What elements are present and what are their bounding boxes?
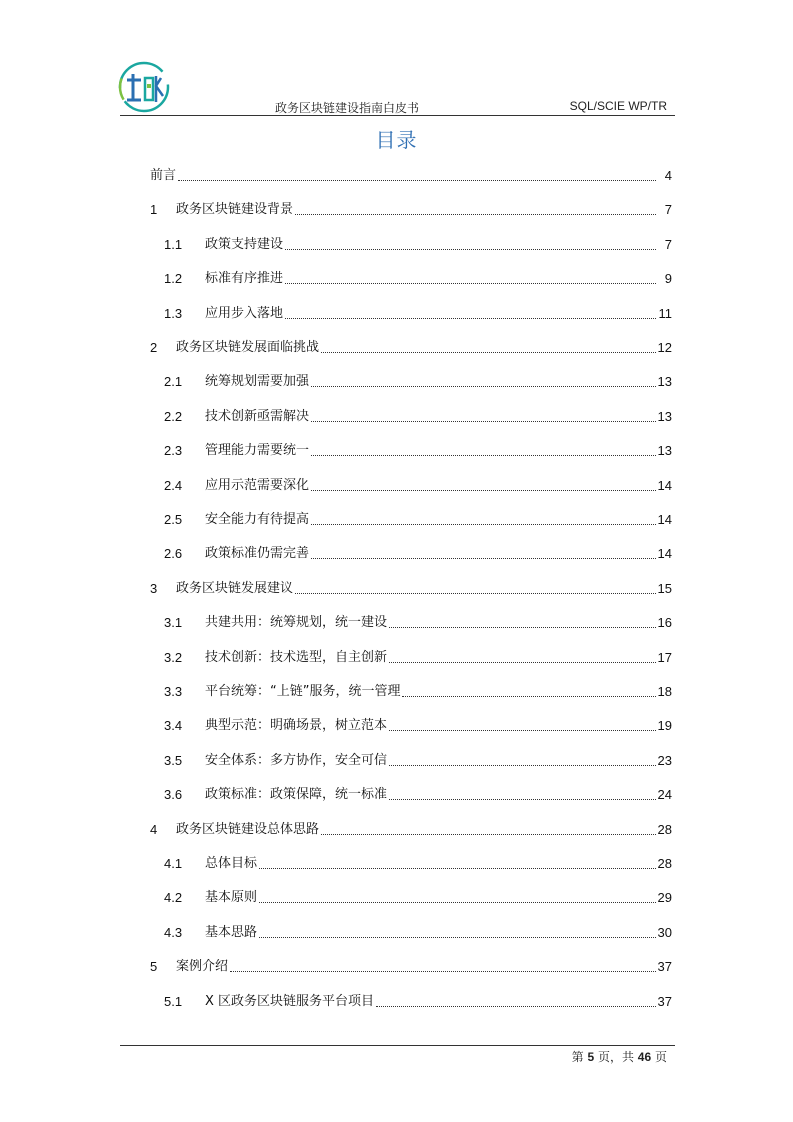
toc-entry-page: 14 [657,512,672,527]
toc-entry-title: 安全能力有待提高 [205,512,310,527]
toc-entry-number: 4.2 [164,890,183,906]
toc-entry[interactable] [150,986,672,1010]
toc-entry-number: 4.3 [164,924,183,940]
toc-entry[interactable] [150,194,672,218]
toc-entry-number: 1 [150,202,158,218]
toc-entry-number: 5 [150,959,158,975]
toc-entry-title: 应用示范需要深化 [205,477,310,493]
toc-entry-number: 2.1 [164,374,183,390]
toc-entry-title: X 区政务区块链服务平台项目 [205,993,375,1009]
toc-entry-title: 政策标准：政策保障，统一标准 [205,787,388,803]
toc-entry-number: 3.5 [164,752,183,768]
toc-entry-title: 典型示范：明确场景，树立范本 [205,718,388,734]
document-code: SQL/SCIE WP/TR [569,99,667,113]
toc-entry[interactable] [150,470,672,494]
toc-entry[interactable] [150,710,672,734]
toc-entry-number: 2.4 [164,477,183,493]
toc-leader-dots [259,890,656,903]
toc-entry[interactable] [150,366,672,390]
toc-entry[interactable] [150,229,672,253]
toc-entry[interactable] [150,298,672,322]
toc-entry-title: 政务区块链建设总体思路 [176,821,320,837]
toc-entry[interactable] [150,607,672,631]
toc-entry-title: 案例介绍 [176,959,229,975]
toc-leader-dots [285,306,656,319]
toc-leader-dots [230,959,656,972]
toc-entry-title: 技术创新：技术选型，自主创新 [205,649,388,665]
toc-leader-dots [389,718,656,731]
toc-entry[interactable] [150,779,672,803]
toc-leader-dots [295,581,656,594]
toc-entry-title: 应用步入落地 [205,305,284,321]
toc-entry-number: 1.2 [164,271,183,287]
toc-entry-page: 12 [657,340,672,355]
toc-entry-page: 29 [657,890,672,906]
toc-entry-title: 管理能力需要统一 [205,443,310,459]
toc-entry-page: 9 [664,271,672,287]
toc-entry-page: 4 [664,168,672,183]
toc-leader-dots [285,237,656,250]
toc-leader-dots [311,512,656,525]
toc-entry-number: 3 [150,580,158,596]
toc-entry-number: 2.6 [164,546,183,562]
toc-entry[interactable] [150,401,672,425]
toc-entry-number: 3.6 [164,787,183,803]
toc-leader-dots [311,443,656,456]
toc-entry-page: 37 [657,993,672,1009]
toc-entry-page: 14 [657,477,672,493]
toc-entry[interactable] [150,745,672,769]
toc-entry[interactable] [150,917,672,941]
toc-entry-page: 14 [657,546,672,562]
toc-leader-dots [389,650,656,663]
toc-entry-number: 3.4 [164,718,183,734]
footer-divider [120,1045,675,1046]
page-number [572,1048,667,1065]
toc-entry-page: 19 [657,718,672,734]
toc-leader-dots [389,787,656,800]
toc-entry-title: 政务区块链发展面临挑战 [176,340,320,355]
toc-leader-dots [389,753,656,766]
toc-entry[interactable] [150,848,672,872]
toc-leader-dots [295,202,656,215]
toc-entry-title: 共建共用：统筹规划，统一建设 [205,615,388,631]
toc-entry-title: 基本思路 [205,924,258,940]
toc-entry-page: 17 [657,649,672,665]
toc-entry[interactable] [150,951,672,975]
toc-entry-page: 13 [657,443,672,459]
toc-entry-number: 4.1 [164,856,183,871]
toc-entry-title: 前言 [150,168,177,183]
toc-entry-title: 政策标准仍需完善 [205,546,310,562]
toc-title: 目录 [375,128,418,152]
toc-entry-number: 1.1 [164,236,183,252]
toc-entry-number: 3.3 [164,684,183,699]
toc-entry-page: 11 [658,305,672,321]
toc-entry[interactable] [150,263,672,287]
document-header-title: 政务区块链建设指南白皮书 [275,101,420,115]
toc-entry-page: 13 [657,374,672,390]
current-page: 5 [587,1050,595,1064]
toc-entry-page: 23 [657,752,672,768]
page-prefix: 第 [571,1050,584,1064]
toc-entry-page: 28 [657,821,672,837]
toc-entry-number: 2.5 [164,512,183,527]
toc-entry[interactable] [150,504,672,528]
toc-entry-title: 技术创新亟需解决 [205,408,310,424]
toc-entry-number: 2 [150,340,158,355]
toc-entry[interactable] [150,435,672,459]
toc-entry[interactable] [150,676,672,700]
toc-entry[interactable] [150,882,672,906]
toc-entry-title: 政策支持建设 [205,236,284,252]
toc-entry-title: 统筹规划需要加强 [205,374,310,390]
toc-entry-page: 16 [657,615,672,631]
toc-leader-dots [259,856,656,869]
header-divider [120,115,675,116]
toc-entry-number: 5.1 [164,993,183,1009]
toc-entry-page: 37 [657,959,672,975]
toc-leader-dots [402,684,655,697]
toc-entry-number: 1.3 [164,305,183,321]
toc-entry-number: 3.1 [164,615,183,631]
toc-leader-dots [311,546,656,559]
toc-entry-title: 政务区块链发展建议 [176,580,294,596]
page-middle: 页，共 [597,1050,634,1064]
toc-entry-title: 标准有序推进 [205,271,284,287]
toc-entry-page: 18 [657,684,672,699]
toc-entry[interactable] [150,332,672,356]
toc-entry[interactable] [150,642,672,666]
toc-entry-page: 24 [657,787,672,803]
toc-leader-dots [259,925,656,938]
toc-entry[interactable] [150,814,672,838]
toc-entry-page: 28 [657,856,672,871]
toc-leader-dots [389,615,656,628]
toc-leader-dots [321,822,656,835]
toc-leader-dots [311,374,656,387]
toc-leader-dots [376,994,655,1007]
toc-leader-dots [178,168,656,181]
toc-entry-number: 3.2 [164,649,183,665]
toc-entry-title: 平台统筹：“上链”服务，统一管理 [205,684,401,699]
toc-entry-title: 政务区块链建设背景 [176,202,294,218]
toc-entry-page: 13 [657,408,672,424]
toc-entry-title: 总体目标 [205,856,258,871]
chain-logo-icon [117,60,171,114]
page-suffix: 页 [654,1050,667,1064]
toc-leader-dots [311,409,656,422]
toc-entry[interactable] [150,160,672,184]
toc-entry-page: 7 [664,236,672,252]
toc-entry[interactable] [150,538,672,562]
toc-entry-page: 30 [657,924,672,940]
toc-entry-page: 7 [664,202,672,218]
total-pages: 46 [637,1050,652,1064]
toc-leader-dots [321,340,656,353]
toc-entry-title: 基本原则 [205,890,258,906]
toc-entry-number: 2.3 [164,443,183,459]
toc-entry-number: 2.2 [164,408,183,424]
toc-entry-title: 安全体系：多方协作，安全可信 [205,752,388,768]
toc-entry-number: 4 [150,821,158,837]
toc-leader-dots [285,271,656,284]
toc-entry[interactable] [150,573,672,597]
toc-leader-dots [311,478,656,491]
toc-entry-page: 15 [657,580,672,596]
